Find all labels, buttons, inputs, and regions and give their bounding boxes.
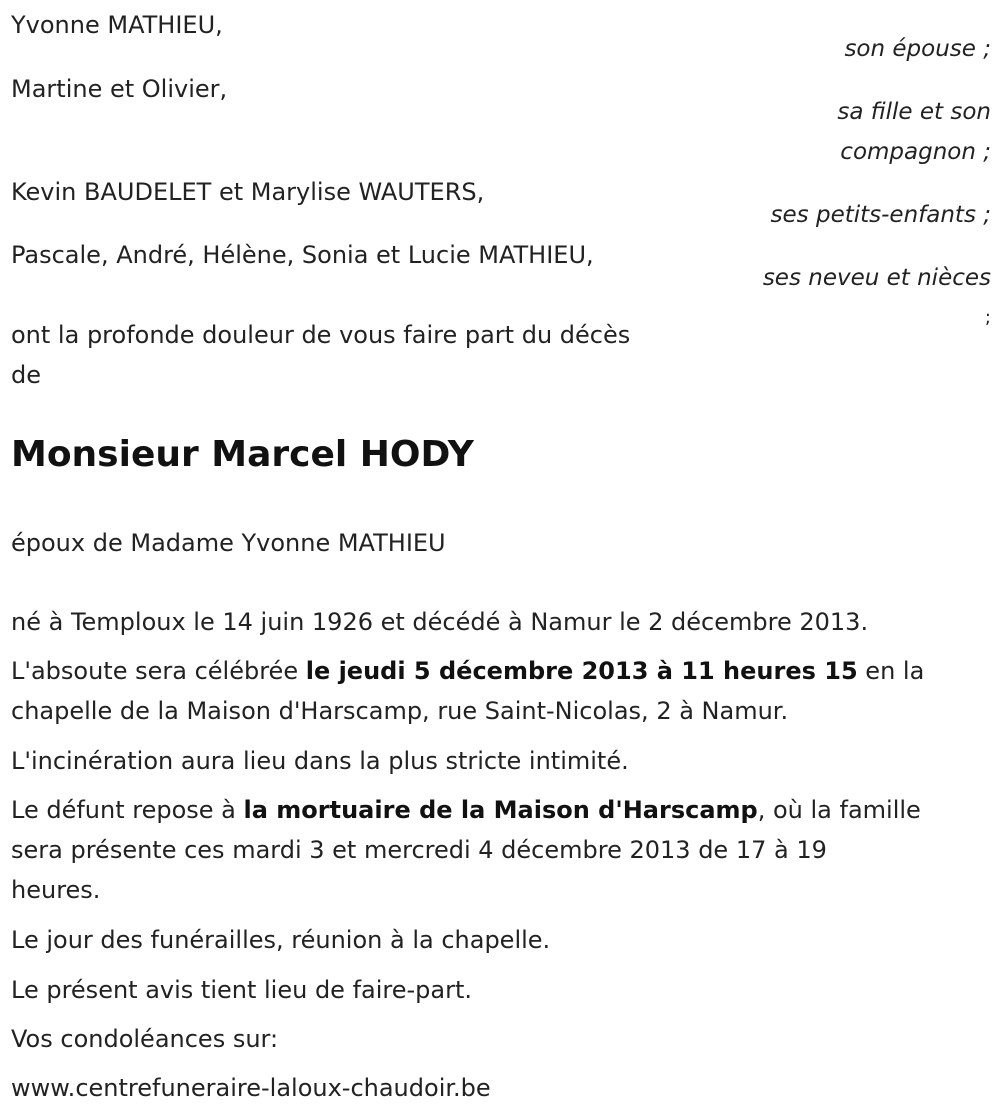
birth-death-info: né à Temploux le 14 juin 1926 et décédé à Namur le 2 décembre 2013. — [11, 608, 869, 636]
family-relation-daughter-line1: sa fille et son — [837, 99, 991, 125]
visitation-suffix: , où la famille — [757, 796, 921, 824]
family-relation-spouse: son épouse ; — [844, 36, 991, 62]
ceremony-suffix: en la — [857, 657, 925, 685]
announcement-line2: de — [11, 361, 41, 389]
ceremony-prefix: L'absoute sera célébrée — [11, 657, 306, 685]
visitation-line1 — [11, 790, 921, 830]
ceremony-line2: chapelle de la Maison d'Harscamp, rue Saint-Nicolas, 2 à Namur. — [11, 697, 789, 725]
ceremony-date: le jeudi 5 décembre 2013 à 11 heures 15 — [305, 657, 858, 685]
funeral-day-info: Le jour des funérailles, réunion à la chapelle. — [11, 926, 551, 954]
family-name-grandchildren: Kevin BAUDELET et Marylise WAUTERS, — [11, 178, 485, 206]
visitation-line3: heures. — [11, 876, 101, 904]
family-relation-nephews-end: ; — [984, 307, 991, 328]
family-name-nephews: Pascale, André, Hélène, Sonia et Lucie MATHIEU, — [11, 241, 594, 269]
family-relation-daughter-line2: compagnon ; — [840, 139, 991, 165]
cremation-info: L'incinération aura lieu dans la plus stricte intimité. — [11, 747, 629, 775]
deceased-spouse: époux de Madame Yvonne MATHIEU — [11, 529, 446, 557]
announcement-line1: ont la profonde douleur de vous faire part du décès — [11, 321, 631, 349]
notice-text: Le présent avis tient lieu de faire-part. — [11, 976, 473, 1004]
visitation-prefix: Le défunt repose à — [11, 796, 244, 824]
condolences-website-link[interactable]: www.centrefuneraire-laloux-chaudoir.be — [11, 1074, 491, 1102]
family-name-daughter: Martine et Olivier, — [11, 75, 228, 103]
family-relation-grandchildren: ses petits-enfants ; — [770, 202, 991, 228]
visitation-line2: sera présente ces mardi 3 et mercredi 4 décembre 2013 de 17 à 19 — [11, 836, 827, 864]
family-name-spouse: Yvonne MATHIEU, — [11, 11, 223, 39]
deceased-name: Monsieur Marcel HODY — [11, 434, 474, 475]
ceremony-line1 — [11, 651, 924, 691]
visitation-place: la mortuaire de la Maison d'Harscamp — [243, 796, 758, 824]
condolences-label: Vos condoléances sur: — [11, 1025, 279, 1053]
family-relation-nephews: ses neveu et nièces — [762, 265, 991, 291]
